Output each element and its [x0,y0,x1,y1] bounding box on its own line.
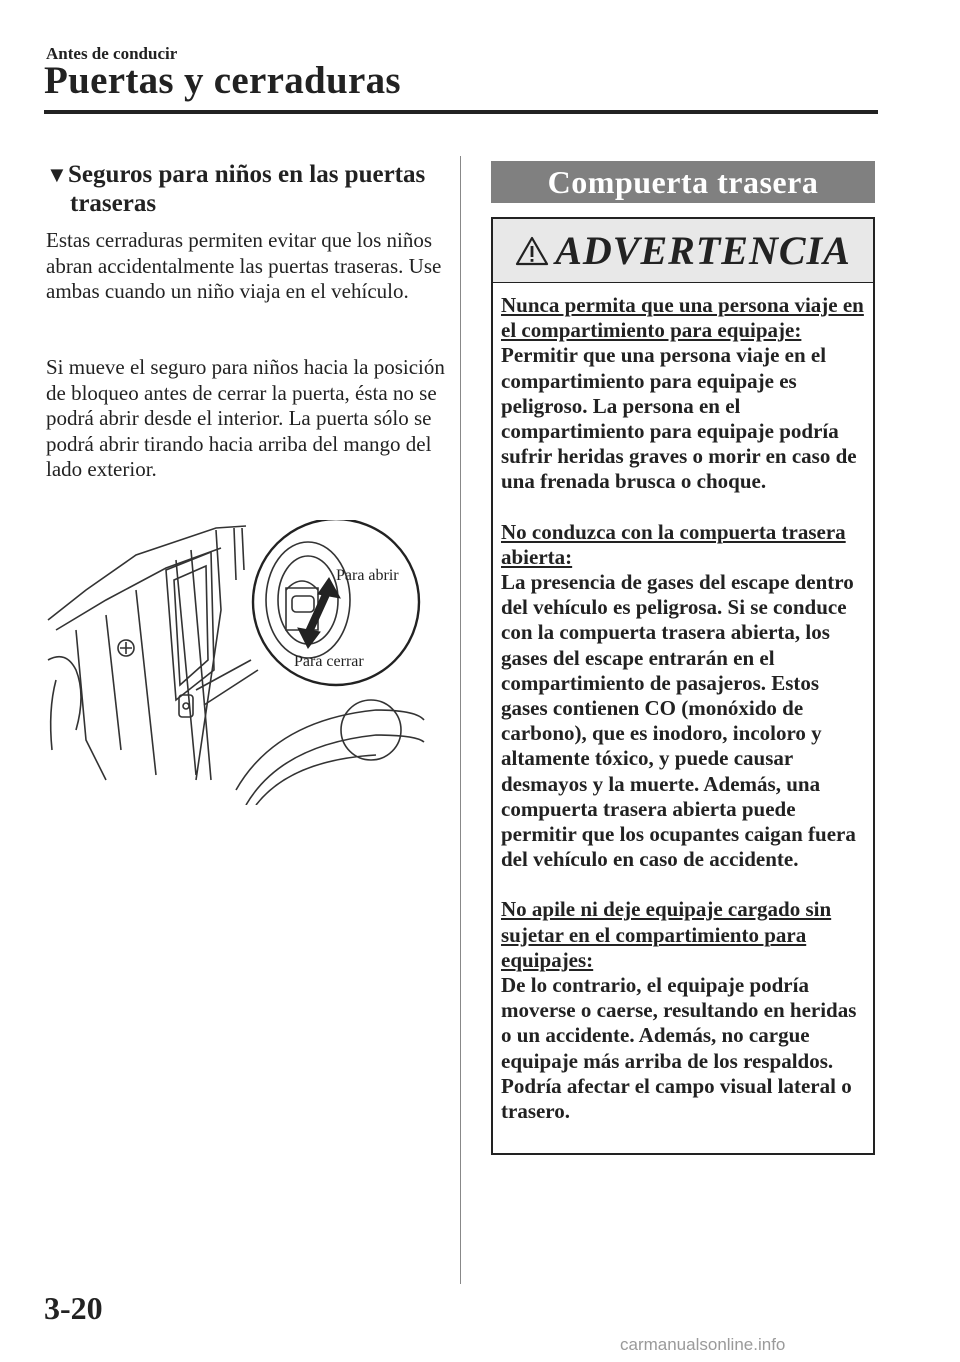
warning-item-text: De lo contrario, el equipaje podría moverse o caerse, resultando en heridas o un accidente. Además, no cargue equipaje más arriba de los respaldos. Podría afectar el campo visual lateral o trasero. [501,973,857,1124]
warning-item-text: La presencia de gases del escape dentro del vehículo es peligrosa. Si se conduce con la compuerta trasera abierta, los gases del escape entrarán en el compartimiento de pasajeros. Estos gases contienen CO (monóxido de carbono), que es inodoro, incoloro y altamente tóxico, y puede causar desmayos y la muerte. Además, una compuerta trasera abierta puede permitir que los ocupantes caigan fuera del vehículo en caso de accidente. [501,570,856,872]
warning-body [493,283,873,1124]
header-rule [44,110,878,114]
section-heading-line1: Seguros para niños en las puertas [68,161,426,188]
chapter-label: Antes de conducir [46,44,178,63]
label-para-abrir: Para abrir [336,567,399,584]
warning-item-text: Permitir que una persona viaje en el compartimiento para equipaje es peligroso. La persona en el compartimiento para equipaje podría sufrir heridas graves o morir en caso de una frenada brusca o choque. [501,343,857,494]
warning-item [501,897,865,1124]
car-door-illustration [46,520,426,805]
column-divider [460,156,461,1284]
section-heading [46,160,446,218]
warning-box [491,217,875,1155]
label-para-cerrar: Para cerrar [294,653,364,670]
section-heading-line2: traseras [70,190,157,217]
page-title: Puertas y cerraduras [44,59,401,102]
triangle-bullet-icon: ▼ [46,162,68,187]
page-number: 3-20 [44,1290,103,1326]
warning-item-heading: No conduzca con la compuerta trasera abierta: [501,519,846,569]
warning-item-heading: Nunca permita que una persona viaje en el compartimiento para equipaje: [501,293,864,343]
paragraph-child-locks-intro: Estas cerraduras permiten evitar que los niños abran accidentalmente las puertas traseras. Use ambas cuando un niño viaja en el vehículo. [46,228,442,303]
warning-title: ADVERTENCIA [555,228,851,273]
warning-triangle-icon [515,235,549,267]
section-banner: Compuerta trasera [491,161,875,203]
warning-item [501,293,865,495]
warning-item-heading: No apile ni deje equipaje cargado sin sujetar en el compartimiento para equipajes: [501,897,832,972]
watermark: carmanualsonline.info [620,1335,786,1354]
warning-header [493,219,873,283]
child-lock-illustration [46,520,426,805]
warning-item [501,520,865,873]
paragraph-child-locks-usage: Si mueve el seguro para niños hacia la posición de bloqueo antes de cerrar la puerta, ésta no se podrá abrir desde el interior. La puerta sólo se podrá abrir tirando hacia arriba del mango del lado exterior. [46,355,445,481]
